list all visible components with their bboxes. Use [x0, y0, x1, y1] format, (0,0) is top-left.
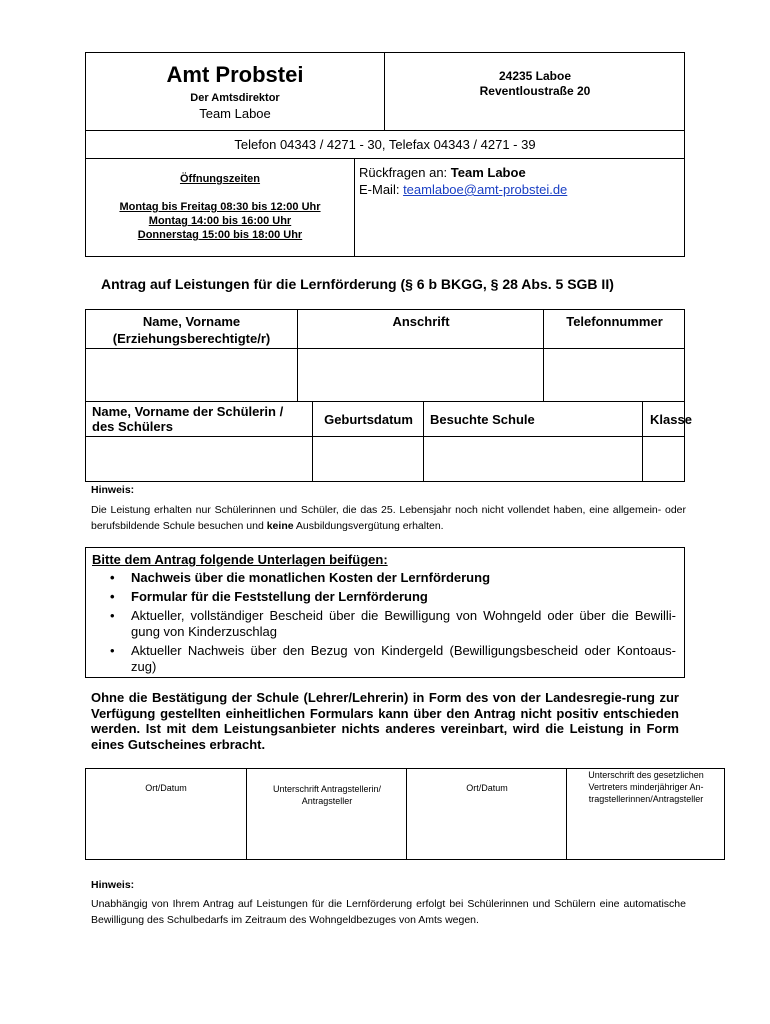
- applicant-table: [85, 309, 692, 482]
- address-header: Anschrift: [392, 314, 450, 329]
- document-item: [86, 643, 676, 675]
- applicant-signature-label: Unterschrift Antragstellerin/ Antragsteller: [272, 784, 382, 806]
- document-item: [86, 570, 676, 586]
- note1-title: Hinweis:: [91, 484, 135, 496]
- school-header-cell: [423, 401, 642, 436]
- email-prefix: E-Mail:: [359, 182, 404, 197]
- document-item-text: Formular für die Feststellung der Lernförderung: [131, 589, 428, 604]
- org-block: [86, 53, 384, 130]
- org-team: Team Laboe: [199, 106, 271, 121]
- document-item-text: Aktueller Nachweis über den Bezug von Kindergeld (Bewilligungsbescheid oder Kontoaus-zug): [131, 643, 676, 674]
- phone-header: Telefonnummer: [566, 314, 663, 329]
- note2-title: Hinweis:: [91, 879, 135, 891]
- place-date-label-1: Ort/Datum: [145, 783, 187, 793]
- note1-text-bold: keine: [266, 520, 294, 532]
- document-item-text: Nachweis über die monatlichen Kosten der Lernförderung: [131, 570, 491, 585]
- name-header-line2: (Erziehungsberechtigte/r): [112, 331, 271, 346]
- applicant-signature-cell[interactable]: [246, 769, 406, 859]
- form-title: Antrag auf Leistungen für die Lernförderung (§ 6 b BKGG, § 28 Abs. 5 SGB II): [101, 276, 614, 292]
- document-item: [86, 608, 676, 640]
- phone-line: Telefon 04343 / 4271 - 30, Telefax 04343 / 4271 - 39: [234, 137, 536, 152]
- contact-line: [359, 165, 526, 180]
- class-header-cell: [642, 401, 692, 436]
- documents-title: Bitte dem Antrag folgende Unterlagen beifügen:: [92, 552, 388, 567]
- place-date-label-2: Ort/Datum: [466, 783, 508, 793]
- student-name-input-cell[interactable]: [86, 436, 312, 481]
- contact-team: Team Laboe: [450, 165, 526, 180]
- hours-line-1: Montag bis Freitag 08:30 bis 12:00 Uhr: [119, 201, 321, 213]
- bullet-icon: •: [110, 589, 115, 604]
- org-name: Amt Probstei: [166, 62, 304, 87]
- address-street: Reventloustraße 20: [479, 84, 591, 98]
- header-box: [85, 52, 685, 257]
- email-line: [359, 182, 567, 197]
- bullet-icon: •: [110, 608, 115, 623]
- documents-list: [86, 570, 676, 678]
- contact-prefix: Rückfragen an:: [359, 165, 451, 180]
- org-role: Der Amtsdirektor: [190, 92, 280, 104]
- contact-block: [354, 158, 684, 256]
- class-input-cell[interactable]: [642, 436, 684, 481]
- student-name-header: Name, Vorname der Schülerin / des Schülers: [92, 404, 284, 434]
- document-item: [86, 589, 676, 605]
- hours-line-2: Montag 14:00 bis 16:00 Uhr: [148, 215, 292, 227]
- address-input-cell[interactable]: [297, 348, 543, 401]
- hours-line-3: Donnerstag 15:00 bis 18:00 Uhr: [137, 229, 303, 241]
- student-name-header-cell: [86, 401, 312, 436]
- hours-block: [86, 158, 354, 256]
- place-date-cell-2[interactable]: [406, 769, 566, 859]
- note1-text-after: Ausbildungsvergütung erhalten.: [293, 520, 444, 532]
- address-block: [384, 53, 684, 130]
- name-header-line1: Name, Vorname: [142, 314, 241, 329]
- guardian-signature-label: Unterschrift des gesetzlichen Vertreters minderjähriger An-tragstellerinnen/Antragsteller: [588, 770, 704, 804]
- class-header: Klasse: [650, 412, 692, 427]
- note1-text: [91, 502, 686, 534]
- school-header: Besuchte Schule: [430, 412, 535, 427]
- bullet-icon: •: [110, 570, 115, 585]
- name-header-cell: [86, 310, 297, 348]
- document-item-text: Aktueller, vollständiger Bescheid über die Bewilligung von Wohngeld oder über die Bewilli-gung von Kinderzuschlag: [131, 608, 676, 639]
- note1-text-before: Die Leistung erhalten nur Schülerinnen und Schüler, die das 25. Lebensjahr noch nicht vollendet haben, eine allgemein- oder berufsbildende Schule besuchen und: [91, 504, 686, 532]
- school-input-cell[interactable]: [423, 436, 642, 481]
- note2-text: Unabhängig von Ihrem Antrag auf Leistungen für die Lernförderung erfolgt bei Schülerinnen und Schülern eine automatische Bewilligung des Schulbedarfs im Zeitraum des Wohngeldbezuges von Amts wegen.: [91, 898, 686, 926]
- birthdate-header-cell: [312, 401, 423, 436]
- hours-title: Öffnungszeiten: [179, 173, 261, 185]
- bullet-icon: •: [110, 643, 115, 658]
- phone-input-cell[interactable]: [543, 348, 684, 401]
- birthdate-input-cell[interactable]: [312, 436, 423, 481]
- place-date-cell-1[interactable]: [86, 769, 246, 859]
- documents-box: [85, 547, 685, 678]
- address-header-cell: [297, 310, 543, 348]
- phone-header-cell: [543, 310, 684, 348]
- email-link[interactable]: teamlaboe@amt-probstei.de: [403, 182, 568, 197]
- name-input-cell[interactable]: [86, 348, 297, 401]
- phone-row: [86, 130, 684, 158]
- address-city: 24235 Laboe: [498, 69, 572, 83]
- signature-table: [85, 768, 725, 860]
- guardian-signature-cell[interactable]: [566, 769, 724, 859]
- birthdate-header: Geburtsdatum: [324, 412, 413, 427]
- school-confirmation-text: Ohne die Bestätigung der Schule (Lehrer/Lehrerin) in Form des von der Landesregie-rung zur Verfügung gestellten einheitlichen Formulars kann über den Antrag nicht positiv entschieden werden. Ist mit dem Leistungsanbieter nichts anderes vereinbart, wird die Leistung in Form eines Gutscheines erbracht.: [91, 690, 679, 752]
